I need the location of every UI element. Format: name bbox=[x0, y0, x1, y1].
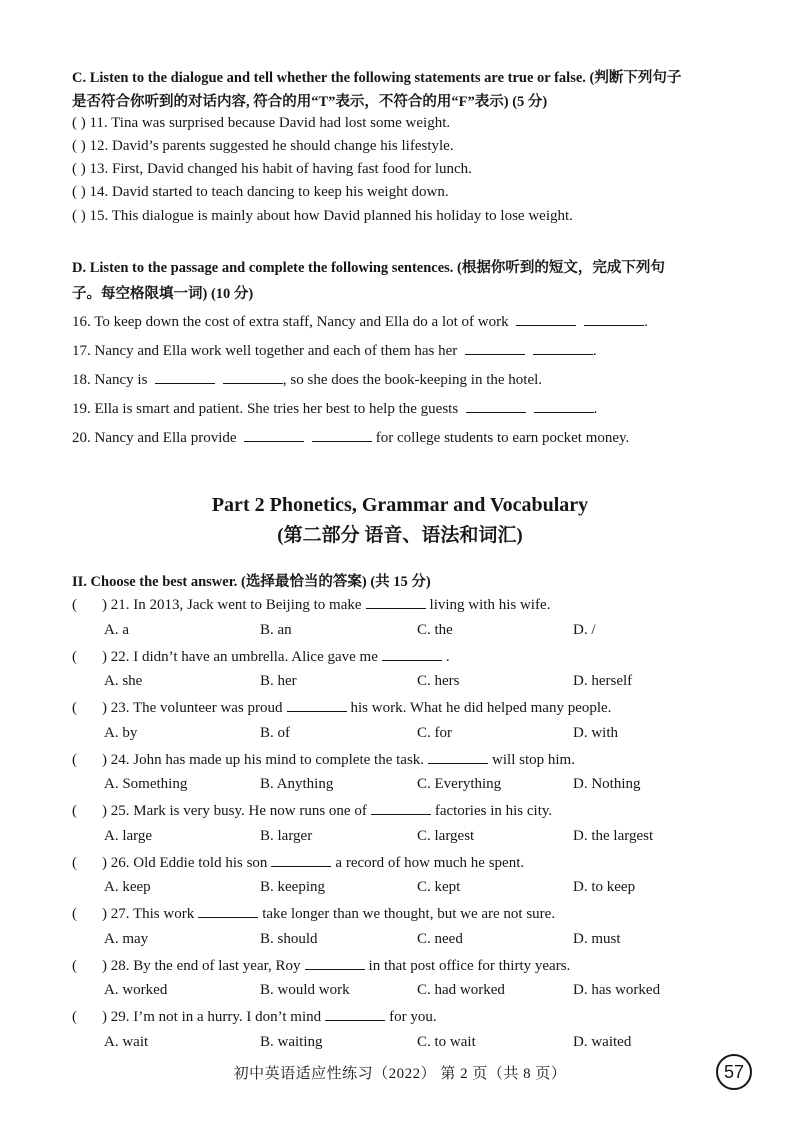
question-stem-end: will stop him. bbox=[492, 751, 575, 768]
part2-subtitle: (第二部分 语音、语法和词汇) bbox=[277, 525, 523, 546]
answer-blank[interactable] bbox=[312, 429, 372, 442]
section-c-heading-line1: C. Listen to the dialogue and tell whether the following statements are true or false. (判断下列句子 bbox=[72, 70, 682, 86]
option-c[interactable]: C. had worked bbox=[417, 982, 505, 998]
answer-bracket[interactable]: ( bbox=[72, 906, 77, 922]
question-26 bbox=[72, 854, 524, 872]
option-a[interactable]: A. Something bbox=[104, 776, 188, 792]
question-stem-end: for you. bbox=[389, 1009, 437, 1025]
question-22 bbox=[72, 648, 450, 666]
question-stem-end: . bbox=[445, 648, 450, 665]
option-a[interactable]: A. a bbox=[104, 621, 129, 638]
answer-bracket[interactable]: ( bbox=[72, 751, 77, 768]
sentence-19: 19. Ella is smart and patient. She tries her best to help the guests . bbox=[72, 401, 598, 417]
option-b[interactable]: B. waiting bbox=[260, 1033, 323, 1050]
option-c[interactable]: C. need bbox=[417, 930, 463, 947]
statement-11: ( ) 11. Tina was surprised because David had lost some weight. bbox=[72, 115, 451, 131]
option-b[interactable]: B. should bbox=[260, 930, 318, 947]
option-b[interactable]: B. Anything bbox=[260, 776, 334, 792]
part2-title: Part 2 Phonetics, Grammar and Vocabulary bbox=[211, 494, 589, 516]
question-stem-end: his work. What he did helped many people. bbox=[350, 700, 612, 716]
question-27 bbox=[72, 905, 555, 923]
statement-15: ( ) 15. This dialogue is mainly about how David planned his holiday to lose weight. bbox=[72, 208, 573, 224]
option-a[interactable]: A. wait bbox=[104, 1033, 149, 1050]
question-stem: ) 28. By the end of last year, Roy bbox=[102, 957, 301, 974]
answer-blank[interactable] bbox=[534, 400, 594, 413]
option-c[interactable]: C. hers bbox=[417, 673, 460, 689]
answer-blank bbox=[305, 957, 365, 970]
answer-blank bbox=[428, 751, 488, 764]
option-d[interactable]: D. / bbox=[573, 621, 596, 638]
question-stem-end: living with his wife. bbox=[429, 597, 551, 613]
option-b[interactable]: B. larger bbox=[260, 827, 313, 844]
question-21 bbox=[72, 596, 550, 614]
answer-bracket[interactable]: ( bbox=[72, 1009, 77, 1025]
option-a[interactable]: A. worked bbox=[104, 982, 168, 998]
question-stem: ) 22. I didn’t have an umbrella. Alice gave me bbox=[102, 648, 378, 665]
statement-12: ( ) 12. David’s parents suggested he should change his lifestyle. bbox=[72, 138, 454, 154]
option-d[interactable]: D. the largest bbox=[573, 827, 654, 844]
option-d[interactable]: D. herself bbox=[573, 673, 633, 689]
option-c[interactable]: C. kept bbox=[417, 879, 461, 895]
sentence-16: 16. To keep down the cost of extra staff, Nancy and Ella do a lot of work . bbox=[72, 314, 648, 330]
answer-blank bbox=[382, 648, 442, 661]
question-stem: ) 23. The volunteer was proud bbox=[102, 700, 283, 716]
question-stem-end: a record of how much he spent. bbox=[335, 854, 525, 871]
statement-14: ( ) 14. David started to teach dancing to keep his weight down. bbox=[72, 184, 449, 200]
page-footer: 初中英语适应性练习（2022） 第 2 页（共 8 页） bbox=[233, 1066, 567, 1082]
question-29 bbox=[72, 1008, 437, 1026]
option-c[interactable]: C. to wait bbox=[417, 1033, 476, 1050]
answer-blank[interactable] bbox=[244, 429, 304, 442]
answer-bracket[interactable]: ( bbox=[72, 648, 77, 665]
option-a[interactable]: A. may bbox=[104, 930, 149, 947]
question-stem-end: take longer than we thought, but we are not sure. bbox=[262, 906, 556, 922]
answer-blank[interactable] bbox=[223, 371, 283, 384]
section-c-heading-line2: 是否符合你听到的对话内容, 符合的用“T”表示，不符合的用“F”表示) (5 分) bbox=[72, 94, 548, 110]
answer-blank[interactable] bbox=[584, 313, 644, 326]
section-d-heading-line2: 子。每空格限填一词) (10 分) bbox=[72, 286, 254, 302]
answer-blank[interactable] bbox=[155, 371, 215, 384]
question-stem: ) 26. Old Eddie told his son bbox=[102, 854, 268, 871]
page-number-badge: 57 bbox=[716, 1054, 752, 1090]
option-a[interactable]: A. keep bbox=[104, 879, 151, 895]
option-c[interactable]: C. largest bbox=[417, 827, 475, 844]
answer-blank bbox=[325, 1008, 385, 1021]
option-c[interactable]: C. Everything bbox=[417, 776, 502, 792]
option-b[interactable]: B. of bbox=[260, 724, 290, 741]
section-d-heading-line1: D. Listen to the passage and complete the following sentences. (根据你听到的短文，完成下列句 bbox=[72, 260, 665, 276]
option-d[interactable]: D. to keep bbox=[573, 879, 636, 895]
option-c[interactable]: C. for bbox=[417, 724, 452, 741]
question-stem-end: factories in his city. bbox=[434, 803, 553, 819]
option-d[interactable]: D. with bbox=[573, 724, 618, 741]
option-c[interactable]: C. the bbox=[417, 621, 453, 638]
option-a[interactable]: A. she bbox=[104, 673, 143, 689]
answer-blank bbox=[287, 699, 347, 712]
question-23 bbox=[72, 699, 611, 717]
answer-blank bbox=[366, 596, 426, 609]
question-stem-end: in that post office for thirty years. bbox=[368, 957, 571, 974]
option-a[interactable]: A. large bbox=[104, 827, 153, 844]
question-24 bbox=[72, 751, 575, 769]
option-b[interactable]: B. an bbox=[260, 621, 292, 638]
option-a[interactable]: A. by bbox=[104, 724, 138, 741]
answer-blank[interactable] bbox=[516, 313, 576, 326]
answer-blank[interactable] bbox=[466, 400, 526, 413]
sentence-17: 17. Nancy and Ella work well together and each of them has her . bbox=[72, 343, 597, 359]
answer-bracket[interactable]: ( bbox=[72, 803, 77, 819]
option-b[interactable]: B. keeping bbox=[260, 879, 325, 895]
option-d[interactable]: D. has worked bbox=[573, 982, 661, 998]
sentence-20: 20. Nancy and Ella provide for college students to earn pocket money. bbox=[72, 430, 630, 446]
option-d[interactable]: D. waited bbox=[573, 1033, 632, 1050]
question-stem: ) 27. This work bbox=[102, 906, 195, 922]
question-stem: ) 21. In 2013, Jack went to Beijing to make bbox=[102, 597, 362, 613]
question-stem: ) 25. Mark is very busy. He now runs one of bbox=[102, 803, 367, 819]
answer-bracket[interactable]: ( bbox=[72, 854, 77, 871]
answer-bracket[interactable]: ( bbox=[72, 957, 77, 974]
question-stem: ) 24. John has made up his mind to complete the task. bbox=[102, 751, 425, 768]
question-28 bbox=[72, 957, 570, 975]
answer-blank bbox=[198, 905, 258, 918]
statement-13: ( ) 13. First, David changed his habit of having fast food for lunch. bbox=[72, 161, 472, 177]
answer-bracket[interactable]: ( bbox=[72, 597, 77, 613]
option-d[interactable]: D. Nothing bbox=[573, 776, 641, 792]
answer-blank bbox=[371, 802, 431, 815]
answer-bracket[interactable]: ( bbox=[72, 700, 77, 716]
answer-blank[interactable] bbox=[533, 342, 593, 355]
question-25 bbox=[72, 802, 552, 820]
answer-blank[interactable] bbox=[465, 342, 525, 355]
option-b[interactable]: B. her bbox=[260, 673, 297, 689]
option-b[interactable]: B. would work bbox=[260, 982, 350, 998]
question-stem: ) 29. I’m not in a hurry. I don’t mind bbox=[102, 1009, 322, 1025]
sentence-18: 18. Nancy is , so she does the book-keeping in the hotel. bbox=[72, 372, 543, 388]
answer-blank bbox=[271, 854, 331, 867]
option-d[interactable]: D. must bbox=[573, 930, 621, 947]
section-ii-heading: II. Choose the best answer. (选择最恰当的答案) (共 15 分) bbox=[72, 574, 431, 590]
